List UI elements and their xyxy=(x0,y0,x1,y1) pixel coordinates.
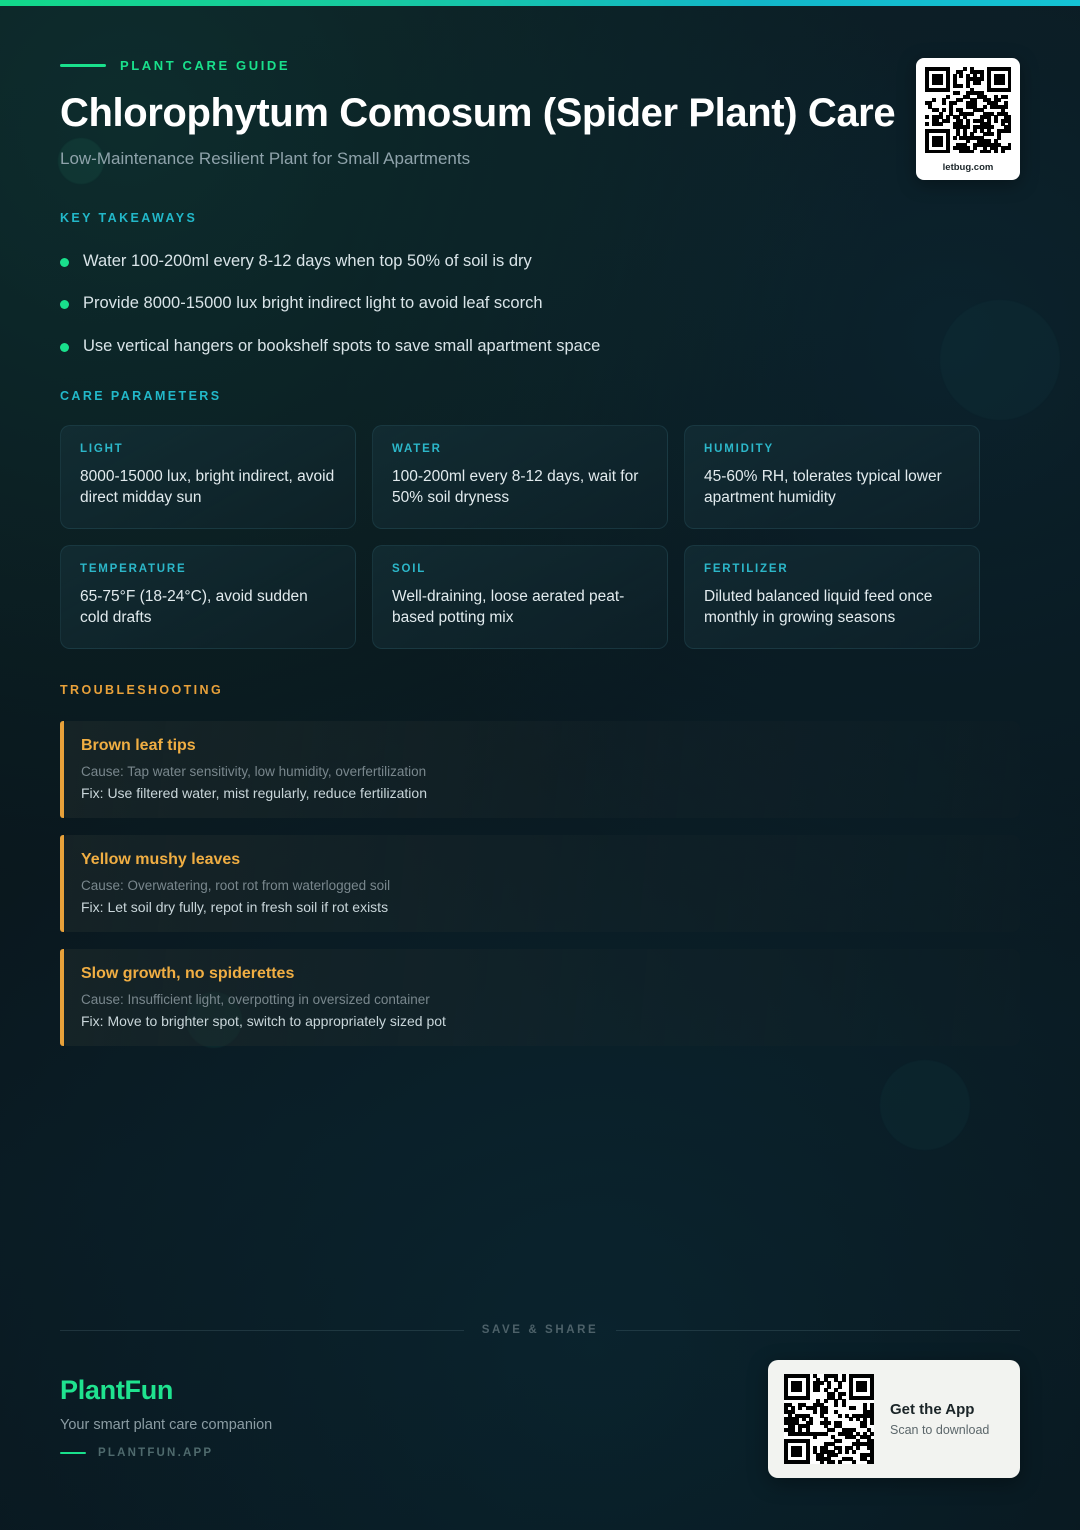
section-label-parameters: CARE PARAMETERS xyxy=(60,389,222,404)
parameter-value: 65-75°F (18-24°C), avoid sudden cold drafts xyxy=(80,588,308,627)
issue-fix: Fix: Use filtered water, mist regularly, reduce fertilization xyxy=(81,785,427,802)
issue-title: Brown leaf tips xyxy=(81,737,196,755)
parameter-value: 8000-15000 lux, bright indirect, avoid direct midday sun xyxy=(80,468,335,507)
parameter-card xyxy=(60,425,356,529)
app-card-title: Get the App xyxy=(890,1401,975,1418)
app-card-text xyxy=(890,1401,989,1437)
parameter-card xyxy=(372,545,668,649)
list-item xyxy=(60,336,1020,357)
list-item xyxy=(60,251,1020,272)
parameter-card xyxy=(684,425,980,529)
parameter-key: TEMPERATURE xyxy=(80,563,187,576)
parameter-key: WATER xyxy=(392,443,442,456)
brand-url-label: PLANTFUN.APP xyxy=(98,1447,214,1459)
issue-cause: Cause: Overwatering, root rot from waterlogged soil xyxy=(81,878,391,894)
save-share-divider xyxy=(60,1324,1020,1336)
qr-code-icon xyxy=(784,1374,874,1464)
parameter-value: Diluted balanced liquid feed once monthly in growing seasons xyxy=(704,588,933,627)
app-card-subtitle: Scan to download xyxy=(890,1423,990,1437)
get-app-card[interactable] xyxy=(768,1360,1020,1478)
content-column xyxy=(60,0,1020,1063)
issue-fix: Fix: Move to brighter spot, switch to appropriately sized pot xyxy=(81,1013,446,1030)
page-subtitle: Low-Maintenance Resilient Plant for Small Apartments xyxy=(60,148,471,168)
troubleshooting-card xyxy=(60,721,1020,818)
takeaway-text: Provide 8000-15000 lux bright indirect light to avoid leaf scorch xyxy=(83,294,543,313)
parameter-card xyxy=(684,545,980,649)
divider-line xyxy=(616,1330,1020,1331)
section-label-takeaways: KEY TAKEAWAYS xyxy=(60,210,198,225)
parameter-key: SOIL xyxy=(392,563,427,576)
parameter-key: FERTILIZER xyxy=(704,563,789,576)
qr-caption: letbug.com xyxy=(942,162,994,173)
decorative-blob xyxy=(880,1060,970,1150)
issue-cause: Cause: Tap water sensitivity, low humidity, overfertilization xyxy=(81,764,427,780)
troubleshooting-card xyxy=(60,949,1020,1046)
bullet-dot-icon xyxy=(60,343,69,352)
parameter-key: HUMIDITY xyxy=(704,443,774,456)
brand-name: PlantFun xyxy=(60,1375,174,1405)
eyebrow xyxy=(60,58,1020,73)
section-label-troubleshooting: TROUBLESHOOTING xyxy=(60,683,224,698)
parameter-value: Well-draining, loose aerated peat-based potting mix xyxy=(392,588,625,627)
dash-icon xyxy=(60,1452,86,1455)
parameter-key: LIGHT xyxy=(80,443,124,456)
issue-title: Yellow mushy leaves xyxy=(81,851,241,869)
bullet-dot-icon xyxy=(60,258,69,267)
divider-line xyxy=(60,1330,464,1331)
takeaway-text: Water 100-200ml every 8-12 days when top 50% of soil is dry xyxy=(83,251,532,270)
parameter-card-grid xyxy=(60,425,1020,649)
troubleshooting-card xyxy=(60,835,1020,932)
takeaways-list xyxy=(60,251,1020,357)
issue-fix: Fix: Let soil dry fully, repot in fresh soil if rot exists xyxy=(81,899,389,916)
brand-tagline: Your smart plant care companion xyxy=(60,1417,273,1433)
page-title: Chlorophytum Comosum (Spider Plant) Care xyxy=(60,91,896,135)
issue-cause: Cause: Insufficient light, overpotting in oversized container xyxy=(81,992,430,1008)
issue-title: Slow growth, no spiderettes xyxy=(81,965,295,983)
dash-icon xyxy=(60,64,106,67)
divider-label: SAVE & SHARE xyxy=(481,1324,599,1336)
eyebrow-label: PLANT CARE GUIDE xyxy=(120,58,291,73)
parameter-value: 45-60% RH, tolerates typical lower apartment humidity xyxy=(704,468,942,507)
parameter-card xyxy=(60,545,356,649)
parameter-card xyxy=(372,425,668,529)
bullet-dot-icon xyxy=(60,300,69,309)
parameter-value: 100-200ml every 8-12 days, wait for 50% soil dryness xyxy=(392,468,639,507)
troubleshooting-list xyxy=(60,721,1020,1046)
list-item xyxy=(60,293,1020,314)
footer xyxy=(60,1375,1020,1495)
takeaway-text: Use vertical hangers or bookshelf spots to save small apartment space xyxy=(83,336,601,355)
